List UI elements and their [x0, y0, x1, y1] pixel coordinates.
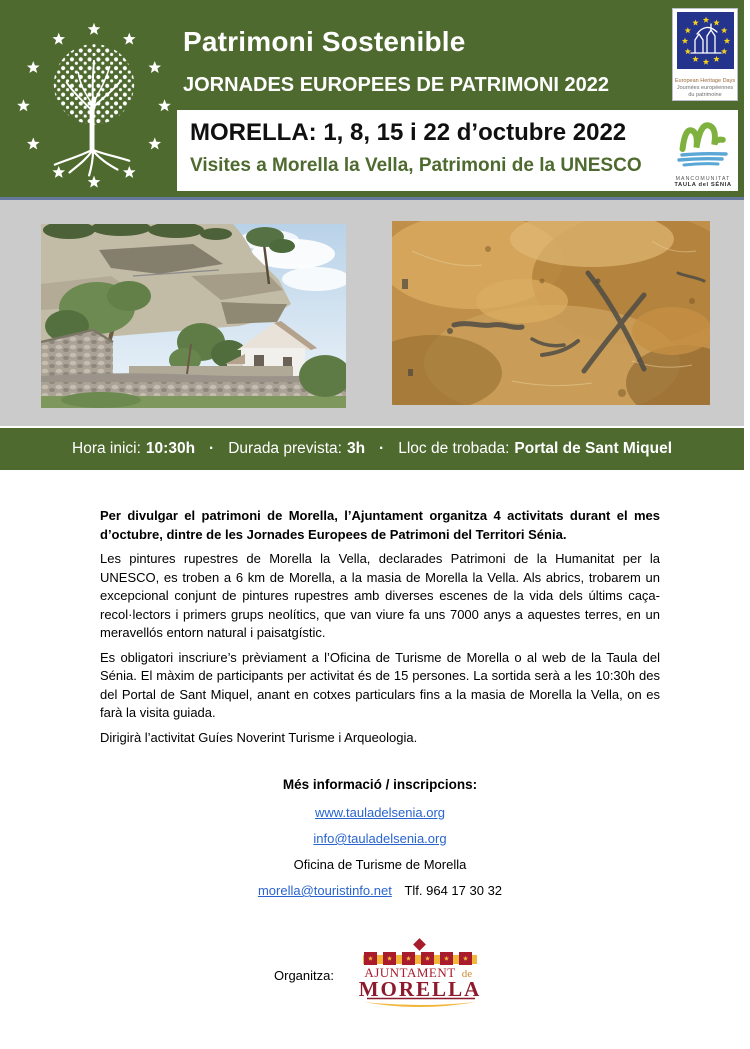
- paragraph-description: Les pintures rupestres de Morella la Vella, declarades Patrimoni de la Humanitat per la UNESCO, es troben a 6 km de Morella, a la masia de Morella la Vella. Als abrics, trobarem un excepcional conjunt de pintures rupestres amb diverses escenes de la vida dels últims caça-recol·lectors i primers grups neolítics, que van viure fa uns 7000 anys a aquestes terres, en un meravellós entorn natural i paisatgístic.: [100, 551, 660, 640]
- separator-dot: ·: [379, 440, 385, 457]
- photo-band: [0, 200, 744, 426]
- tree-of-life-icon: [6, 4, 182, 196]
- hora-value: 10:30h: [145, 440, 196, 457]
- mancomunitat-text1: MANCOMUNITAT: [675, 176, 731, 182]
- phone-number: Tlf. 964 17 30 32: [404, 883, 503, 898]
- page-subtitle: JORNADES EUROPEES DE PATRIMONI 2022: [183, 74, 610, 96]
- ehd-logo-text-fr1: Journées européennes: [676, 85, 734, 91]
- ehd-logo-text-fr2: du patrimoine: [688, 92, 722, 98]
- contact-heading: Més informació / inscripcions:: [282, 777, 478, 792]
- info-bar: [0, 428, 744, 470]
- ajuntament-de-morella-logo: [354, 938, 486, 1012]
- paragraph-guides: Dirigirà l’activitat Guíes Noverint Turisme i Arqueologia.: [100, 729, 418, 745]
- separator-dot: ·: [209, 440, 215, 457]
- logo-text-ajuntament: AJUNTAMENT: [364, 965, 456, 980]
- lloc-label: Lloc de trobada:: [398, 440, 510, 457]
- body-content: [100, 471, 660, 1012]
- event-dates: MORELLA: 1, 8, 15 i 22 d’octubre 2022: [190, 119, 627, 146]
- email-link[interactable]: info@tauladelsenia.org: [313, 831, 447, 846]
- organizer-label: Organitza:: [274, 967, 334, 983]
- tourist-office: Oficina de Turisme de Morella: [293, 857, 467, 872]
- organizer-section: [100, 938, 660, 1012]
- logo-text-de: de: [461, 968, 473, 980]
- mancomunitat-text2: TAULA del SÉNIA: [674, 182, 732, 188]
- hora-label: Hora inici:: [72, 440, 141, 457]
- tree-stars-logo: [6, 4, 182, 196]
- event-box: [177, 110, 738, 191]
- ehd-logo-text-en: European Heritage Days: [674, 78, 736, 84]
- contact-section: [100, 777, 660, 898]
- website-link[interactable]: www.tauladelsenia.org: [314, 805, 446, 820]
- paragraph-intro: Per divulgar el patrimoni de Morella, l’Ajuntament organitza 4 activitats durant el mes d’octubre, dintre de les Jornades Europees de Patrimoni del Territori Sénia.: [100, 508, 660, 542]
- photo-cave-painting: [392, 221, 710, 405]
- morella-email-link[interactable]: morella@touristinfo.net: [257, 883, 392, 898]
- eu-stars-building-icon: [673, 9, 737, 71]
- logo-text-morella: MORELLA: [358, 977, 482, 1001]
- mancomunitat-m-waves-icon: [672, 113, 734, 171]
- photo-morella-la-vella-landscape: [41, 224, 346, 408]
- mancomunitat-logo: [671, 113, 735, 188]
- header-banner: [0, 0, 744, 197]
- page-title: Patrimoni Sostenible: [183, 26, 466, 57]
- durada-label: Durada prevista:: [228, 440, 342, 457]
- durada-value: 3h: [346, 440, 366, 457]
- lloc-value: Portal de Sant Miquel: [514, 440, 672, 457]
- european-heritage-days-logo: [672, 8, 738, 101]
- paragraph-registration: Es obligatori inscriure’s prèviament a l’Oficina de Turisme de Morella o al web de la Taula del Sénia. El màxim de participants per activitat és de 15 persones. La sortida serà a les 10:30h des del Portal de Sant Miquel, anant en cotxes particulars fins a la masia de Morella la Vella, on es farà la visita guiada.: [100, 649, 660, 720]
- event-subtitle: Visites a Morella la Vella, Patrimoni de la UNESCO: [190, 155, 642, 176]
